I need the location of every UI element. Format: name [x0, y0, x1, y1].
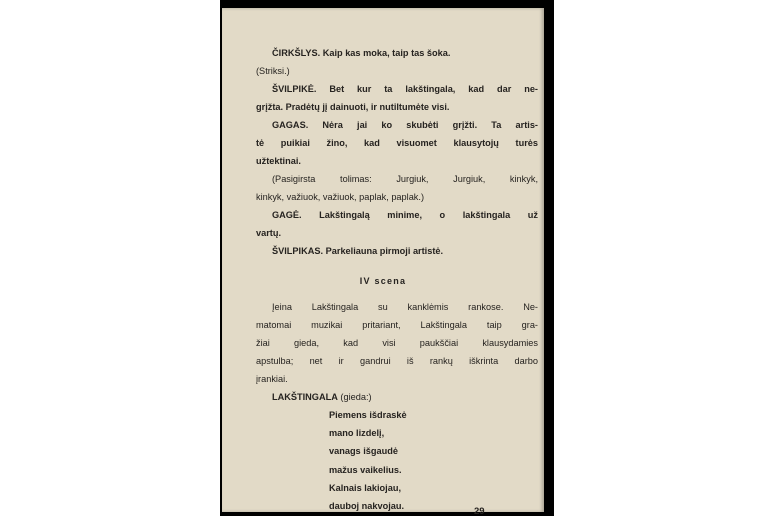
dialogue-line — [272, 242, 443, 260]
verse-line: mažus vaikelius. — [329, 464, 402, 475]
verse-line: Kalnais lakiojau, — [329, 482, 401, 493]
scene-description: matomai muzikai pritariant, Lakštingala taip gra- — [256, 320, 538, 330]
speaker-name: ŠVILPIKAS. — [272, 246, 324, 256]
dialogue-text: grįžta. Pradėtų jį dainuoti, ir nutiltumėte visi. — [256, 102, 450, 112]
dialogue-text: Bet kur ta lakštingala, kad dar ne- — [329, 84, 538, 94]
verse-line: vanags išgaudė — [329, 446, 398, 457]
scene-description: įrankiai. — [256, 374, 288, 384]
stage-direction: (Pasigirsta tolimas: Jurgiuk, Jurgiuk, kinkyk, — [272, 174, 538, 184]
page-number: 29 — [474, 506, 485, 517]
dialogue-line — [272, 206, 538, 224]
dialogue-text: Lakštingalą minime, o lakštingala už — [319, 210, 538, 220]
speaker-name: ŠVILPIKĖ. — [272, 84, 317, 94]
dialogue-text: Kaip kas moka, taip tas šoka. — [322, 48, 451, 58]
speaker-name: ČIRKŠLYS. — [272, 48, 321, 58]
song-intro — [272, 388, 372, 406]
speaker-name: GAGĖ. — [272, 210, 302, 220]
scene-description: Įeina Lakštingala su kanklėmis rankose. Ne- — [272, 302, 538, 312]
dialogue-text: užtektinai. — [256, 156, 301, 166]
scene-heading: IV scena — [359, 276, 407, 286]
speaker-name: GAGAS. — [272, 120, 309, 130]
song-verse — [329, 406, 407, 515]
scene-description: apstulba; net ir gandrui iš rankų iškrinta darbo — [256, 356, 538, 366]
stage-direction: (gieda:) — [340, 392, 372, 402]
dialogue-line — [272, 80, 538, 98]
stage-direction: kinkyk, važiuok, važiuok, paplak, paplak.) — [256, 192, 425, 202]
scene-description: žiai gieda, kad visi paukščiai klausydamies — [256, 338, 538, 348]
stage-direction: (Striksi.) — [256, 66, 290, 76]
book-page — [222, 8, 544, 517]
dialogue-line — [272, 44, 450, 62]
dialogue-line — [272, 116, 538, 134]
verse-line: Piemens išdraskė — [329, 410, 407, 420]
dialogue-text: Nėra jai ko skubėti grįžti. Ta artis- — [322, 120, 538, 130]
scan-background — [220, 0, 554, 516]
dialogue-text: vartų. — [256, 228, 282, 238]
verse-line: dauboj nakvojau. — [329, 501, 405, 512]
speaker-name: LAKŠTINGALA — [272, 392, 338, 402]
dialogue-text: Parkeliauna pirmoji artistė. — [325, 246, 444, 256]
dialogue-text: tė puikiai žino, kad visuomet klausytojų turės — [256, 138, 538, 148]
verse-line: mano lizdelį, — [329, 428, 385, 439]
